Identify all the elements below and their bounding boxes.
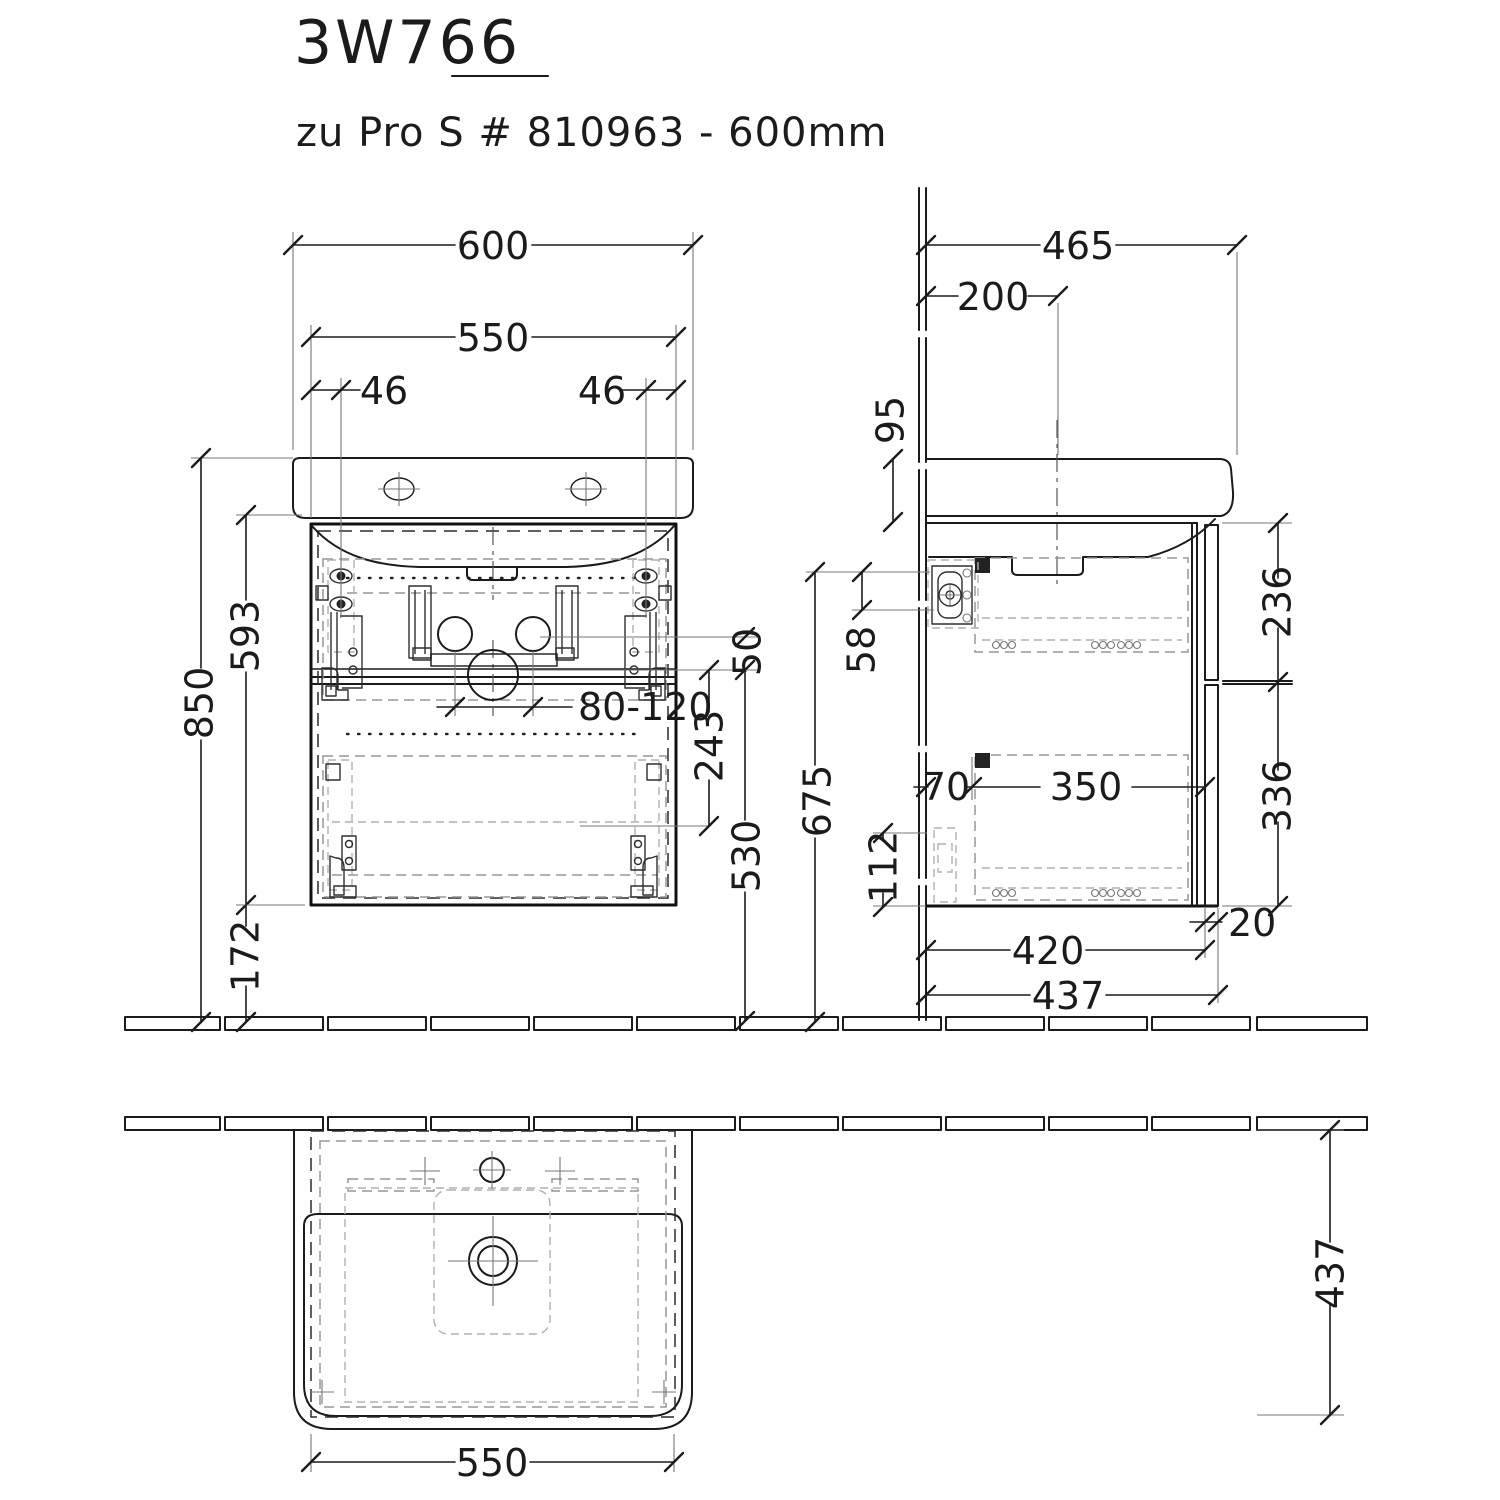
dim-drawer-clearance: 243	[687, 709, 732, 783]
dim-lower-front-height: 336	[1255, 759, 1300, 833]
dim-fixing-offset-left: 46	[359, 369, 409, 413]
dim-basin-depth: 465	[1041, 224, 1115, 268]
dim-rim-to-cabinet: 95	[868, 395, 913, 445]
dim-total-height: 850	[177, 666, 222, 740]
drawing-subtitle: zu Pro S # 810963 - 600mm	[296, 110, 888, 156]
dim-outlet-axis: 200	[956, 275, 1030, 319]
dim-fixing-offset-right: 46	[577, 369, 627, 413]
dim-basin-width: 600	[456, 224, 530, 268]
dim-bracket-height: 675	[795, 764, 840, 838]
dim-outlet-range: 80-120	[578, 685, 713, 729]
dim-outlet-offset: 50	[725, 627, 770, 677]
dim-cabinet-width: 550	[456, 316, 530, 360]
dim-upper-front-height: 236	[1255, 565, 1300, 639]
dim-cabinet-height: 593	[223, 599, 268, 673]
dim-body-depth: 420	[1011, 929, 1085, 973]
drawing-code: 3W766	[294, 8, 522, 78]
dim-plan-width: 550	[455, 1441, 529, 1485]
dim-back-gap: 70	[921, 765, 971, 809]
dim-drawer-depth: 350	[1049, 765, 1123, 809]
dim-bracket-drop: 58	[839, 625, 884, 675]
dim-plan-depth: 437	[1308, 1236, 1353, 1310]
dim-outlet-height: 530	[724, 819, 769, 893]
dim-front-thickness: 20	[1228, 901, 1277, 945]
dim-lower-gap: 112	[861, 830, 906, 904]
dim-total-depth: 437	[1031, 974, 1105, 1018]
dim-floor-clearance: 172	[223, 919, 268, 993]
